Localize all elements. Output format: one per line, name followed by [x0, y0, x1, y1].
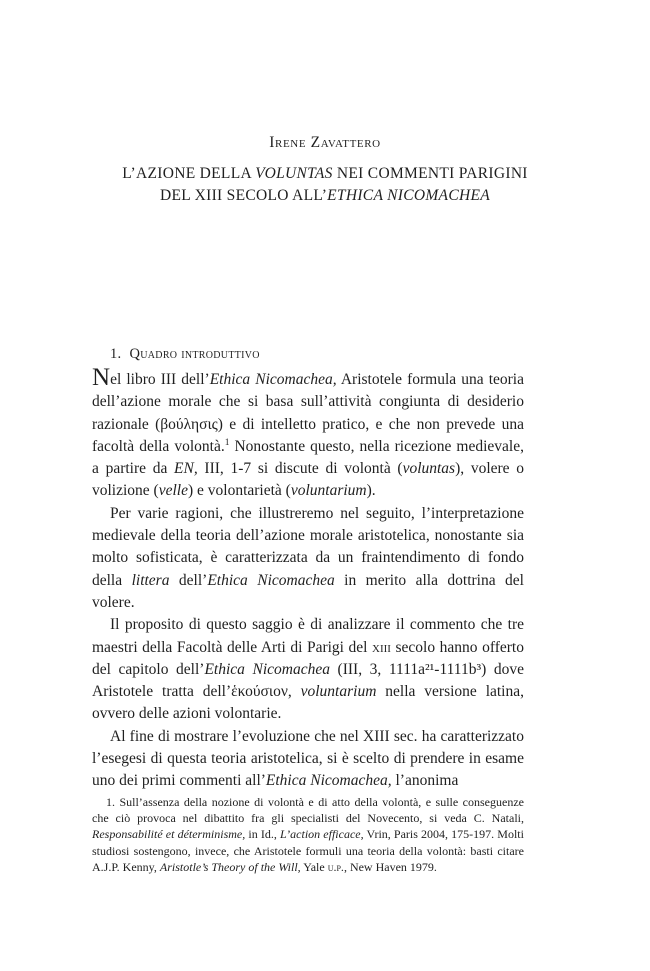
text-run: Per varie ragioni, che illustreremo nel seguito, l’interpretazione medievale della teoria dell’azione morale aristotelica, nonostante sia molto sofisticata, è caratterizzata da un fraintendimento di fondo della: [92, 504, 524, 589]
italic-run: voluntarium: [290, 482, 367, 500]
italic-run: Ethica Nicomachea,: [265, 772, 392, 790]
title-text: NEI COMMENTI PARIGINI: [332, 165, 528, 182]
text-run: Vrin, Paris 2004, 175-197. Molti studiosi sostengono, invece, che Aristotele formuli una teoria della volontà: basti citare A.J.P. Kenny,: [92, 827, 524, 874]
text-run: l’anonima: [391, 772, 459, 790]
text-run: Nonostante questo, nella ricezione medievale, a partire da: [92, 437, 524, 478]
text-run: dell’: [169, 571, 208, 589]
italic-run: Aristotle’s Theory of the Will,: [159, 859, 301, 874]
italic-run: voluntas: [402, 460, 456, 478]
title-line-1: [0, 163, 650, 185]
small-caps-run: u.p.: [327, 859, 344, 874]
text-run: in Id.,: [245, 827, 280, 842]
text-run: (III, 3, 1111a²¹-1111b³) dove Aristotele tratta dell’ἑκούσιον,: [92, 660, 524, 701]
text-run: ) e volontarietà (: [187, 482, 291, 500]
italic-run: Ethica Nicomachea,: [209, 371, 337, 388]
italic-run: voluntarium: [300, 683, 377, 701]
title-text: L’AZIONE DELLA: [122, 165, 256, 182]
title-italic: VOLUNTAS: [255, 165, 333, 182]
title-italic: ETHICA NICOMACHEA: [327, 187, 490, 204]
paragraph: [92, 614, 524, 725]
text-run: in merito alla dottrina del volere.: [92, 571, 524, 611]
text-run: nella versione latina, ovvero delle azioni volontarie.: [92, 683, 524, 723]
section-heading: [110, 346, 260, 363]
title-line-2: [0, 185, 650, 207]
italic-run: Ethica Nicomachea: [204, 660, 330, 678]
author-name: Irene Zavattero: [269, 134, 381, 151]
text-run: secolo hanno offerto del capitolo dell’: [92, 638, 524, 678]
title-text: DEL XIII SECOLO ALL’: [160, 187, 328, 204]
footnotes: [92, 794, 524, 875]
text-run: ).: [366, 482, 376, 500]
text-run: III, 1-7 si discute di volontà (: [197, 460, 403, 478]
section-title: Quadro introduttivo: [129, 346, 260, 362]
text-run: Il proposito di questo saggio è di analizzare il commento che tre maestri della Facoltà delle Arti di Parigi del: [92, 616, 524, 656]
text-run: 1. Sull’assenza della nozione di volontà e di atto della volontà, e sulle conseguenze che ciò provoca nel dibattito fra gli specialisti del Novecento, si veda C. Natali,: [92, 795, 524, 826]
section-number: 1.: [110, 346, 122, 362]
main-text: [92, 364, 524, 793]
italic-run: littera: [131, 571, 170, 589]
italic-run: EN,: [174, 460, 198, 478]
paragraph: [92, 364, 524, 503]
italic-run: L’action efficace,: [279, 827, 364, 842]
text-run: Al fine di mostrare l’evoluzione che nel XIII sec. ha caratterizzato l’esegesi di questa teoria aristotelica, si è scelto di prendere in esame uno dei primi commenti all’: [92, 727, 524, 790]
text-run: Yale: [300, 859, 328, 874]
paragraph: [92, 726, 524, 793]
article-title: [0, 163, 650, 207]
paragraph: [92, 503, 524, 614]
footnote-ref[interactable]: 1: [224, 437, 230, 448]
text-run: Aristotele formula una teoria dell’azione morale che si basa sull’attività congiunta di desiderio razionale (βούλησις) e di intelletto pratico, e che non prevede una facoltà della volontà.: [92, 371, 524, 455]
small-caps-run: xiii: [372, 638, 391, 656]
text-run: el libro III dell’: [110, 371, 210, 388]
italic-run: Responsabilité et déterminisme,: [92, 827, 246, 842]
footnote-1: [92, 794, 524, 875]
italic-run: Ethica Nicomachea: [207, 571, 335, 589]
text-run: ), volere o volizione (: [92, 460, 524, 500]
italic-run: velle: [158, 482, 188, 500]
drop-cap: N: [92, 364, 111, 391]
text-run: , New Haven 1979.: [343, 859, 437, 874]
